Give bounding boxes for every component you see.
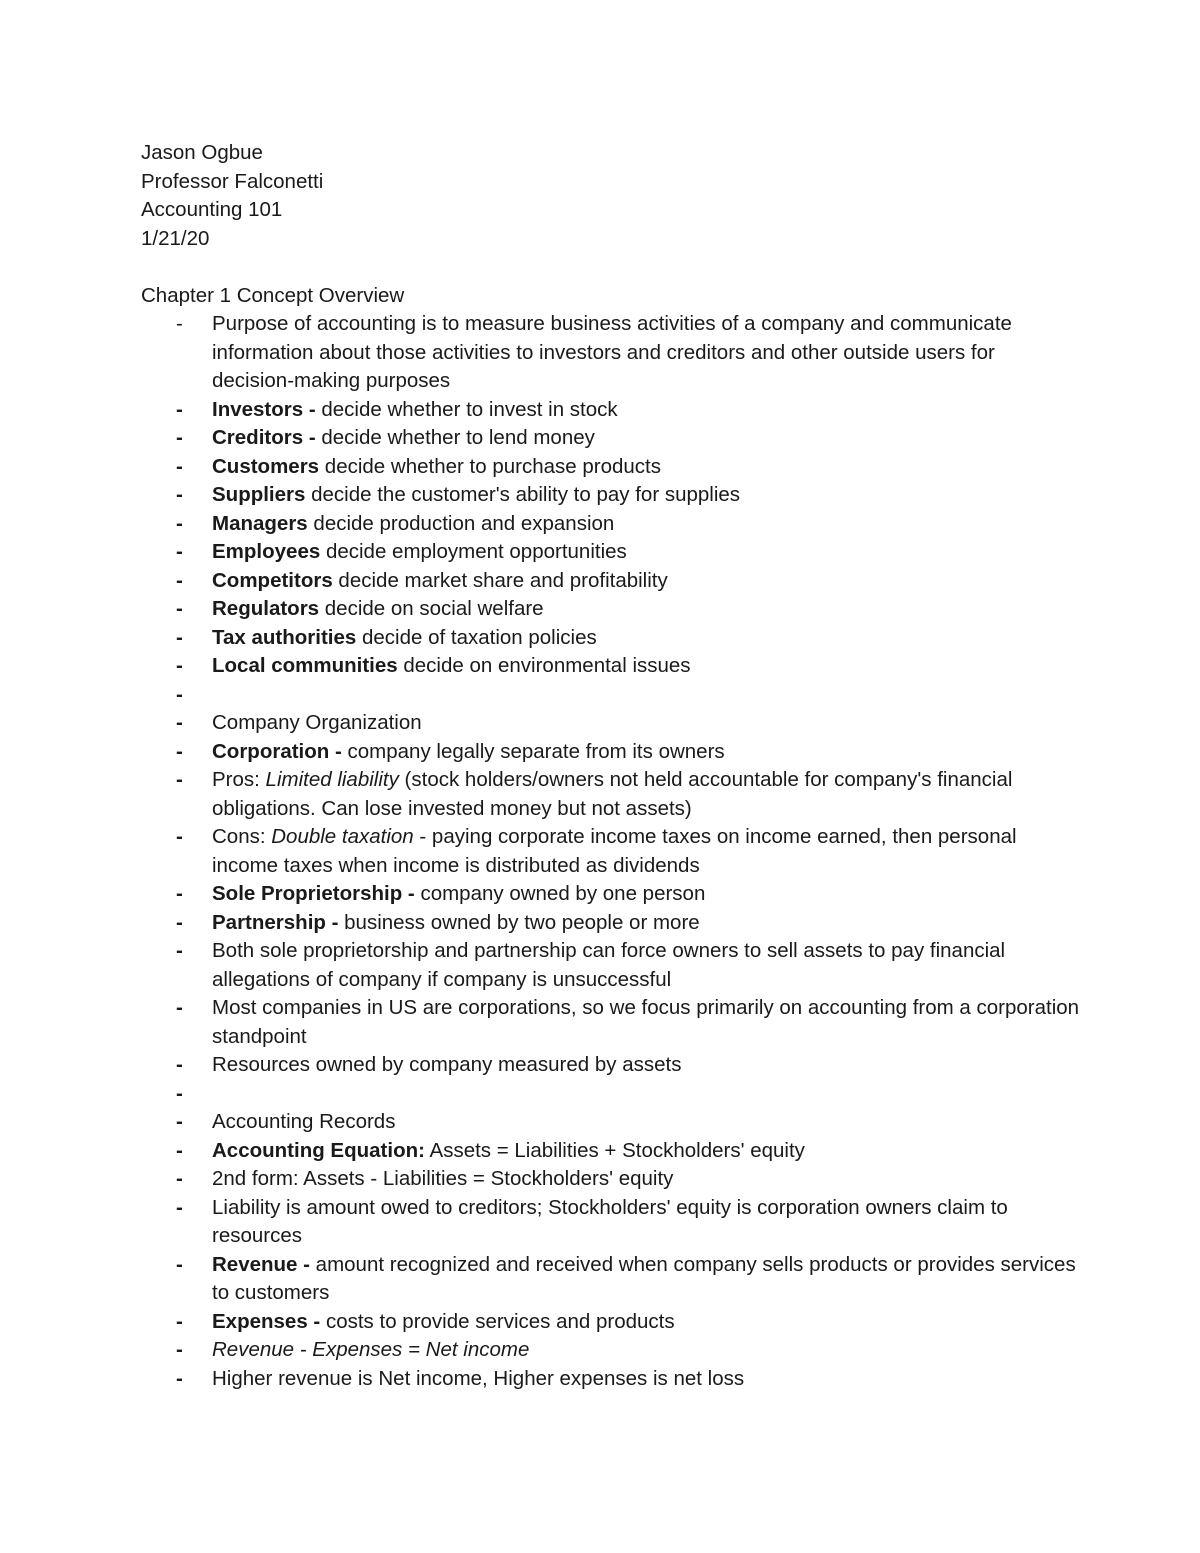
bullet-dash: - [176, 910, 183, 934]
item-text: decide whether to lend money [321, 426, 595, 449]
professor-name: Professor Falconetti [141, 169, 324, 193]
list-item [141, 909, 1081, 938]
document-page [141, 139, 1081, 1393]
item-text: Company Organization [212, 711, 422, 734]
list-item [141, 1194, 1081, 1251]
bullet-dash: - [176, 1309, 183, 1333]
document-date: 1/21/20 [141, 226, 210, 250]
item-text: Accounting Records [212, 1110, 396, 1133]
term-label: Sole Proprietorship - [212, 882, 421, 905]
item-text: (stock holders/owners not held accountable for company's financial obligations. Can lose invested money but not assets) [212, 768, 1013, 820]
list-item [141, 1051, 1081, 1080]
item-text: decide employment opportunities [320, 540, 627, 563]
item-text: decide on social welfare [319, 597, 544, 620]
bullet-dash: - [176, 1252, 183, 1276]
term-label: Managers [212, 511, 308, 535]
item-text: Assets = Liabilities + Stockholders' equity [424, 1138, 805, 1162]
item-text: Most companies in US are corporations, so we focus primarily on accounting from a corporation standpoint [212, 996, 1080, 1048]
bullet-dash: - [176, 654, 183, 677]
bullet-dash: - [176, 882, 183, 905]
item-text: decide production and expansion [307, 511, 615, 535]
list-item [141, 1108, 1081, 1137]
bullet-dash: - [176, 711, 183, 734]
list-item [141, 766, 1081, 823]
emphasis-text: Double taxation [271, 825, 414, 848]
term-label: Competitors [212, 568, 333, 592]
bullet-dash: - [176, 625, 183, 649]
term-label: Tax authorities [212, 625, 357, 649]
list-item [141, 1365, 1081, 1394]
item-text: Resources owned by company measured by assets [212, 1053, 682, 1076]
item-text: business owned by two people or more [344, 910, 700, 934]
spacer [141, 253, 1081, 282]
item-text: company legally separate from its owners [347, 739, 725, 763]
emphasis-text: Revenue - Expenses = Net income [212, 1338, 530, 1361]
item-text: costs to provide services and products [325, 1309, 675, 1333]
bullet-dash: - [176, 739, 183, 763]
term-label: Local communities [212, 654, 398, 677]
bullet-dash: - [176, 511, 183, 535]
list-item [141, 567, 1081, 596]
bullet-dash: - [176, 1138, 183, 1162]
term-label: Suppliers [212, 483, 306, 506]
bullet-dash: - [176, 1366, 183, 1390]
term-label: Customers [212, 454, 320, 478]
list-item [141, 1336, 1081, 1365]
list-item [141, 481, 1081, 510]
student-name: Jason Ogbue [141, 141, 263, 164]
bullet-dash: - [176, 1053, 183, 1076]
item-text: decide the customer's ability to pay for supplies [305, 483, 741, 506]
term-label: Expenses - [212, 1309, 326, 1333]
item-text: decide whether to purchase products [319, 454, 661, 478]
course-name: Accounting 101 [141, 198, 283, 221]
bullet-dash: - [176, 939, 183, 962]
list-item [141, 1308, 1081, 1337]
bullet-dash: - [176, 1081, 183, 1105]
item-text: decide on environmental issues [397, 654, 691, 677]
bullet-dash: - [176, 825, 183, 848]
list-item [141, 1165, 1081, 1194]
item-text: decide market share and profitability [332, 568, 668, 592]
bullet-dash: - [176, 454, 183, 478]
list-item [141, 310, 1081, 396]
list-item [141, 538, 1081, 567]
list-item [141, 453, 1081, 482]
bullet-dash: - [176, 768, 183, 791]
list-item [141, 681, 1081, 710]
bullet-dash: - [176, 397, 183, 421]
bullet-dash: - [176, 312, 183, 335]
bullet-dash: - [176, 483, 183, 506]
bullet-dash: - [176, 996, 183, 1019]
list-item [141, 510, 1081, 539]
bullet-dash: - [176, 1167, 183, 1190]
list-item [141, 396, 1081, 425]
bullet-dash: - [176, 1338, 183, 1361]
item-text: amount recognized and received when company sells products or provides services to customers [212, 1252, 1076, 1304]
bullet-dash: - [176, 597, 183, 620]
item-text: Pros: [212, 768, 266, 791]
term-label: Accounting Equation: [212, 1138, 425, 1162]
notes-list [141, 310, 1081, 1393]
list-item [141, 738, 1081, 767]
item-text: 2nd form: Assets - Liabilities = Stockholders' equity [212, 1167, 674, 1190]
term-label: Regulators [212, 597, 320, 620]
item-text: - paying corporate income taxes on income earned, then personal income taxes when income is distributed as dividends [212, 825, 1017, 877]
list-item [141, 994, 1081, 1051]
bullet-dash: - [176, 540, 183, 563]
item-text: Higher revenue is Net income, Higher expenses is net loss [212, 1366, 745, 1390]
bullet-dash: - [176, 426, 183, 449]
section-title: Chapter 1 Concept Overview [141, 283, 405, 307]
list-item [141, 1251, 1081, 1308]
item-text: Purpose of accounting is to measure business activities of a company and communicate information about those activities to investors and creditors and other outside users for decision-making purposes [212, 312, 1012, 392]
term-label: Revenue - [212, 1252, 316, 1276]
bullet-dash: - [176, 568, 183, 592]
list-item [141, 624, 1081, 653]
item-text: Both sole proprietorship and partnership can force owners to sell assets to pay financial allegations of company if company is unsuccessful [212, 939, 1006, 991]
list-item [141, 709, 1081, 738]
list-item [141, 880, 1081, 909]
term-label: Creditors - [212, 426, 322, 449]
bullet-dash: - [176, 1110, 183, 1133]
emphasis-text: Limited liability [265, 768, 399, 791]
item-text: Cons: [212, 825, 272, 848]
term-label: Partnership - [212, 910, 345, 934]
bullet-dash: - [176, 682, 183, 706]
list-item [141, 823, 1081, 880]
term-label: Corporation - [212, 739, 348, 763]
bullet-dash: - [176, 1195, 183, 1219]
term-label: Employees [212, 540, 321, 563]
list-item [141, 652, 1081, 681]
list-item [141, 1080, 1081, 1109]
list-item [141, 1137, 1081, 1166]
list-item [141, 424, 1081, 453]
list-item [141, 595, 1081, 624]
item-text: decide of taxation policies [356, 625, 597, 649]
item-text: decide whether to invest in stock [321, 397, 618, 421]
term-label: Investors - [212, 397, 322, 421]
list-item [141, 937, 1081, 994]
item-text: Liability is amount owed to creditors; Stockholders' equity is corporation owners claim to resources [212, 1195, 1008, 1247]
item-text: company owned by one person [420, 882, 706, 905]
